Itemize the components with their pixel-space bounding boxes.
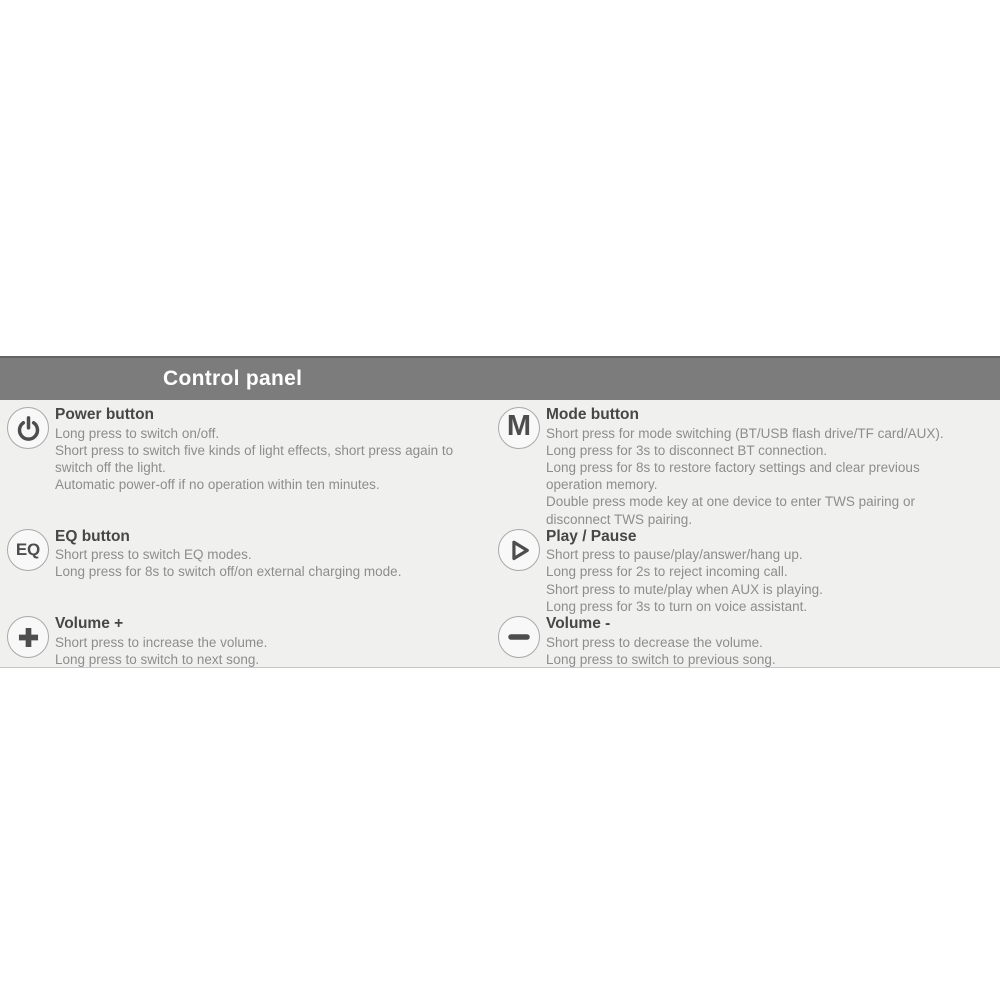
instruction-line: Double press mode key at one device to enter TWS pairing or — [546, 494, 915, 510]
section-header-bar — [0, 356, 1000, 400]
instruction-line: Long press for 2s to reject incoming call. — [546, 564, 788, 580]
instruction-line: Short press for mode switching (BT/USB flash drive/TF card/AUX). — [546, 425, 944, 441]
play-icon — [498, 529, 540, 571]
section-volume-minus — [497, 615, 1000, 668]
eq-icon — [7, 529, 49, 571]
section-power-button — [0, 406, 497, 528]
minus-icon — [498, 616, 540, 658]
section-title: Volume - — [546, 615, 611, 633]
instruction-line: Short press to pause/play/answer/hang up. — [546, 547, 803, 563]
section-eq-button — [0, 528, 497, 615]
letter-m-icon — [498, 407, 540, 449]
instruction-line: switch off the light. — [55, 459, 166, 475]
letter-m-glyph: M — [506, 410, 532, 442]
control-panel-body — [0, 400, 1000, 668]
eq-glyph: EQ — [15, 540, 41, 560]
section-title: Play / Pause — [546, 527, 637, 545]
section-mode-button — [497, 406, 1000, 528]
plus-icon — [7, 616, 49, 658]
section-volume-plus — [0, 615, 497, 668]
section-play-pause — [497, 528, 1000, 615]
instruction-line: Short press to increase the volume. — [55, 634, 268, 650]
page-title: Control panel — [163, 367, 303, 390]
instruction-line: Short press to switch five kinds of light effects, short press again to — [55, 442, 454, 458]
instruction-line: Long press for 3s to turn on voice assistant. — [546, 598, 808, 614]
section-title: Power button — [55, 406, 155, 423]
instruction-line: Long press for 3s to disconnect BT connection. — [546, 442, 828, 458]
section-title: Mode button — [546, 406, 639, 423]
instruction-line: Long press for 8s to restore factory settings and clear previous — [546, 459, 920, 475]
instruction-line: Short press to switch EQ modes. — [55, 547, 252, 563]
instruction-line: Long press to switch to next song. — [55, 651, 260, 667]
instruction-line: Short press to mute/play when AUX is playing. — [546, 581, 823, 597]
instruction-line: Automatic power-off if no operation within ten minutes. — [55, 477, 380, 493]
instruction-line: Long press to switch to previous song. — [546, 651, 776, 667]
instruction-line: operation memory. — [546, 477, 658, 493]
instruction-line: Long press for 8s to switch off/on external charging mode. — [55, 564, 402, 580]
section-title: Volume + — [55, 615, 124, 633]
power-icon — [7, 407, 49, 449]
section-title: EQ button — [55, 527, 130, 545]
instruction-line: Short press to decrease the volume. — [546, 634, 763, 650]
instruction-line: disconnect TWS pairing. — [546, 511, 693, 527]
instruction-line: Long press to switch on/off. — [55, 425, 220, 441]
